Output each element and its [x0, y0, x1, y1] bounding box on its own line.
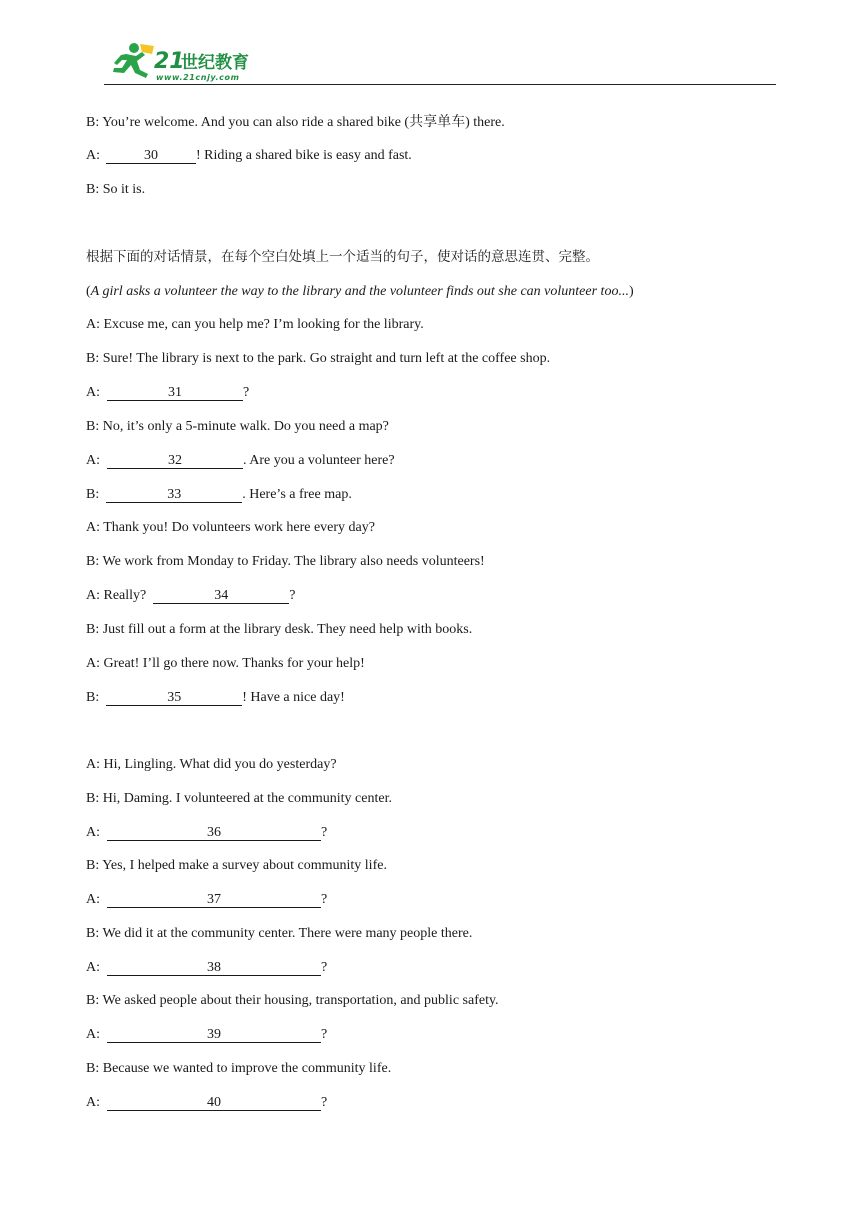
dialogue-line: B: No, it’s only a 5-minute walk. Do you need a map? [86, 419, 389, 434]
svg-text:www.21cnjy.com: www.21cnjy.com [156, 73, 240, 82]
blank-31[interactable]: 31 [107, 385, 243, 401]
dialogue-line-blank-40: A: 40 ? [86, 1095, 328, 1110]
blank-33[interactable]: 33 [106, 487, 242, 503]
blank-39[interactable]: 39 [107, 1027, 321, 1043]
dialogue-line-blank-36: A: 36 ? [86, 825, 328, 840]
dialogue-line: A: Hi, Lingling. What did you do yesterday? [86, 757, 337, 772]
runner-logo-icon [104, 40, 284, 84]
dialogue-line-blank-34: A: Really? 34 ? [86, 588, 296, 603]
svg-text:21: 21 [154, 49, 185, 74]
page-header [104, 40, 776, 87]
blank-32[interactable]: 32 [107, 453, 243, 469]
dialogue-line: B: Hi, Daming. I volunteered at the community center. [86, 791, 392, 806]
dialogue-line: B: Yes, I helped make a survey about community life. [86, 858, 387, 873]
dialogue-line-blank-30: A: 30 ! Riding a shared bike is easy and fast. [86, 148, 412, 163]
dialogue-line: B: You’re welcome. And you can also ride a shared bike (共享单车) there. [86, 115, 505, 130]
dialogue-line: B: We work from Monday to Friday. The library also needs volunteers! [86, 554, 485, 569]
dialogue-line-blank-37: A: 37 ? [86, 892, 328, 907]
dialogue-line-blank-38: A: 38 ? [86, 960, 328, 975]
blank-34[interactable]: 34 [153, 588, 289, 604]
blank-38[interactable]: 38 [107, 960, 321, 976]
header-divider [104, 84, 776, 85]
dialogue-line: B: So it is. [86, 182, 146, 197]
site-logo [104, 40, 284, 84]
dialogue-line-blank-31: A: 31 ? [86, 385, 250, 400]
dialogue-line: A: Great! I’ll go there now. Thanks for your help! [86, 656, 365, 671]
scene-description: (A girl asks a volunteer the way to the library and the volunteer finds out she can volunteer too...) [86, 284, 634, 299]
blank-30[interactable]: 30 [106, 148, 196, 164]
blank-40[interactable]: 40 [107, 1095, 321, 1111]
dialogue-line: B: Because we wanted to improve the community life. [86, 1061, 392, 1076]
dialogue-line-blank-35: B: 35 ! Have a nice day! [86, 690, 345, 705]
dialogue-line-blank-33: B: 33 . Here’s a free map. [86, 487, 352, 502]
blank-37[interactable]: 37 [107, 892, 321, 908]
dialogue-line: A: Thank you! Do volunteers work here every day? [86, 520, 375, 535]
section-instruction: 根据下面的对话情景，在每个空白处填上一个适当的句子，使对话的意思连贯、完整。 [86, 249, 599, 265]
dialogue-line: B: We asked people about their housing, transportation, and public safety. [86, 993, 499, 1008]
dialogue-line-blank-32: A: 32 . Are you a volunteer here? [86, 453, 395, 468]
svg-text:世纪教育: 世纪教育 [181, 53, 249, 73]
blank-36[interactable]: 36 [107, 825, 321, 841]
dialogue-line: B: Sure! The library is next to the park. Go straight and turn left at the coffee shop. [86, 351, 551, 366]
blank-35[interactable]: 35 [106, 690, 242, 706]
dialogue-line: A: Excuse me, can you help me? I’m looking for the library. [86, 317, 424, 332]
dialogue-line: B: We did it at the community center. There were many people there. [86, 926, 473, 941]
dialogue-line: B: Just fill out a form at the library desk. They need help with books. [86, 622, 473, 637]
dialogue-line-blank-39: A: 39 ? [86, 1027, 328, 1042]
